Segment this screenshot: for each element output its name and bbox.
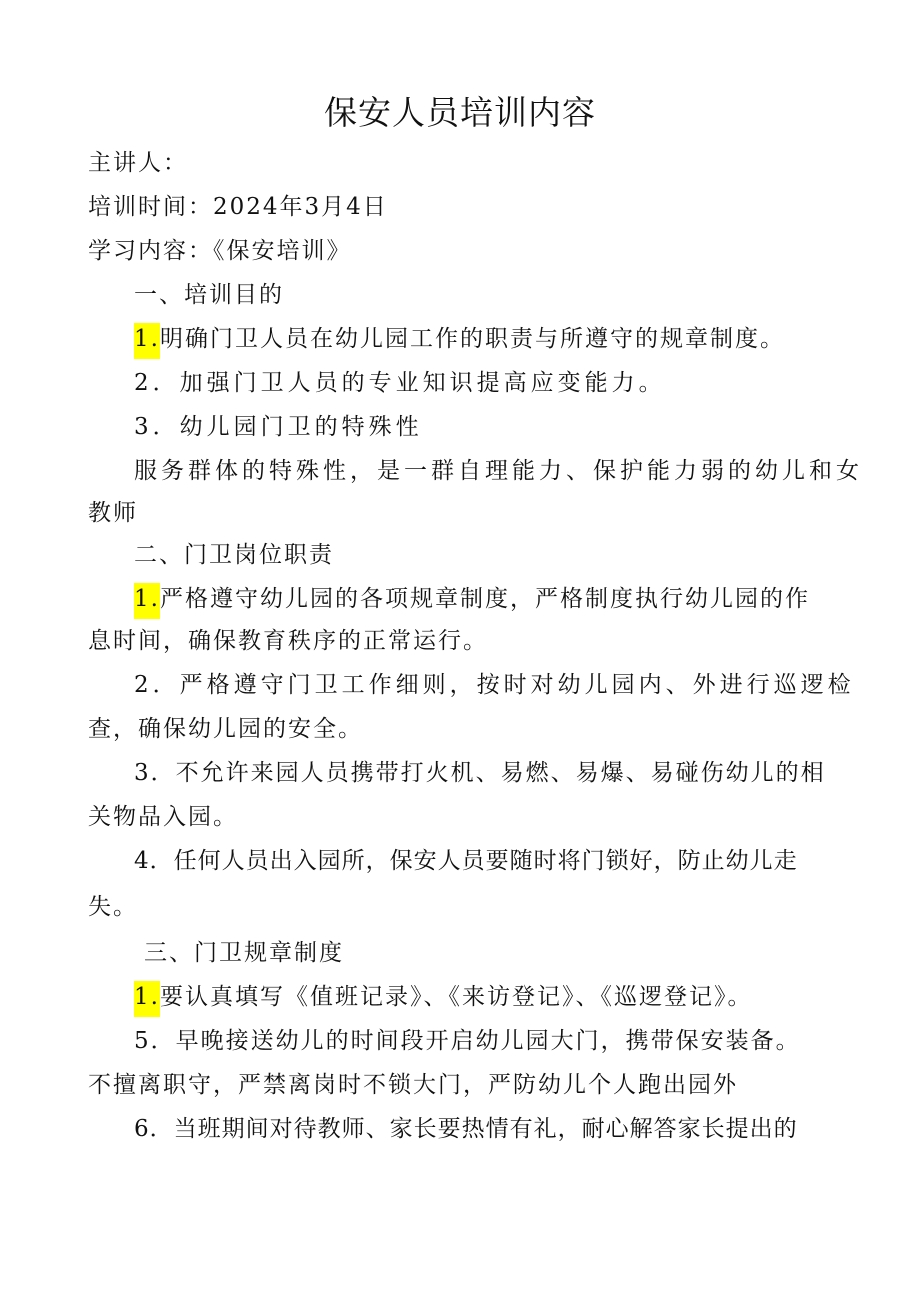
paragraph: 2．加强门卫人员的专业知识提高应变能力。 bbox=[134, 370, 666, 396]
highlighted-number: 1. bbox=[134, 981, 160, 1017]
study-content-line: 学习内容：《保安培训》 bbox=[88, 238, 352, 264]
paragraph: 3．幼儿园门卫的特殊性 bbox=[134, 414, 423, 440]
paragraph-text: 要认真填写《值班记录》、《来访登记》、《巡逻登记》。 bbox=[159, 984, 753, 1010]
highlighted-number: 1. bbox=[134, 323, 160, 359]
paragraph-continuation: 查，确保幼儿园的安全。 bbox=[88, 716, 363, 742]
section-heading-rules: 三、门卫规章制度 bbox=[144, 940, 344, 966]
paragraph: 5．早晚接送幼儿的时间段开启幼儿园大门，携带保安装备。 bbox=[134, 1028, 801, 1054]
section-heading-duties: 二、门卫岗位职责 bbox=[134, 542, 334, 568]
paragraph: 4．任何人员出入园所，保安人员要随时将门锁好，防止幼儿走 bbox=[134, 848, 798, 874]
paragraph-continuation: 不擅离职守，严禁离岗时不锁大门，严防幼儿个人跑出园外 bbox=[88, 1072, 738, 1098]
paragraph-continuation: 息时间，确保教育秩序的正常运行。 bbox=[88, 628, 488, 654]
highlighted-number: 1. bbox=[134, 583, 160, 619]
paragraph-text: 明确门卫人员在幼儿园工作的职责与所遵守的规章制度。 bbox=[159, 326, 785, 352]
section-heading-purpose: 一、培训目的 bbox=[134, 282, 284, 308]
paragraph: 服务群体的特殊性，是一群自理能力、保护能力弱的幼儿和女 bbox=[134, 458, 863, 484]
paragraph bbox=[134, 980, 752, 1017]
paragraph-continuation: 失。 bbox=[88, 894, 138, 920]
speaker-line: 主讲人： bbox=[88, 150, 188, 176]
paragraph bbox=[134, 582, 810, 619]
paragraph-text: 严格遵守幼儿园的各项规章制度，严格制度执行幼儿园的作 bbox=[159, 586, 810, 612]
paragraph-continuation: 关物品入园。 bbox=[88, 804, 238, 830]
training-time-line: 培训时间：2024年3月4日 bbox=[88, 194, 388, 220]
paragraph-continuation: 教师 bbox=[88, 500, 138, 526]
paragraph: 3．不允许来园人员携带打火机、易燃、易爆、易碰伤幼儿的相 bbox=[134, 760, 826, 786]
paragraph bbox=[134, 322, 785, 359]
page-title: 保安人员培训内容 bbox=[324, 93, 596, 132]
paragraph: 2．严格遵守门卫工作细则，按时对幼儿园内、外进行巡逻检 bbox=[134, 672, 855, 698]
paragraph: 6．当班期间对待教师、家长要热情有礼，耐心解答家长提出的 bbox=[134, 1116, 798, 1142]
